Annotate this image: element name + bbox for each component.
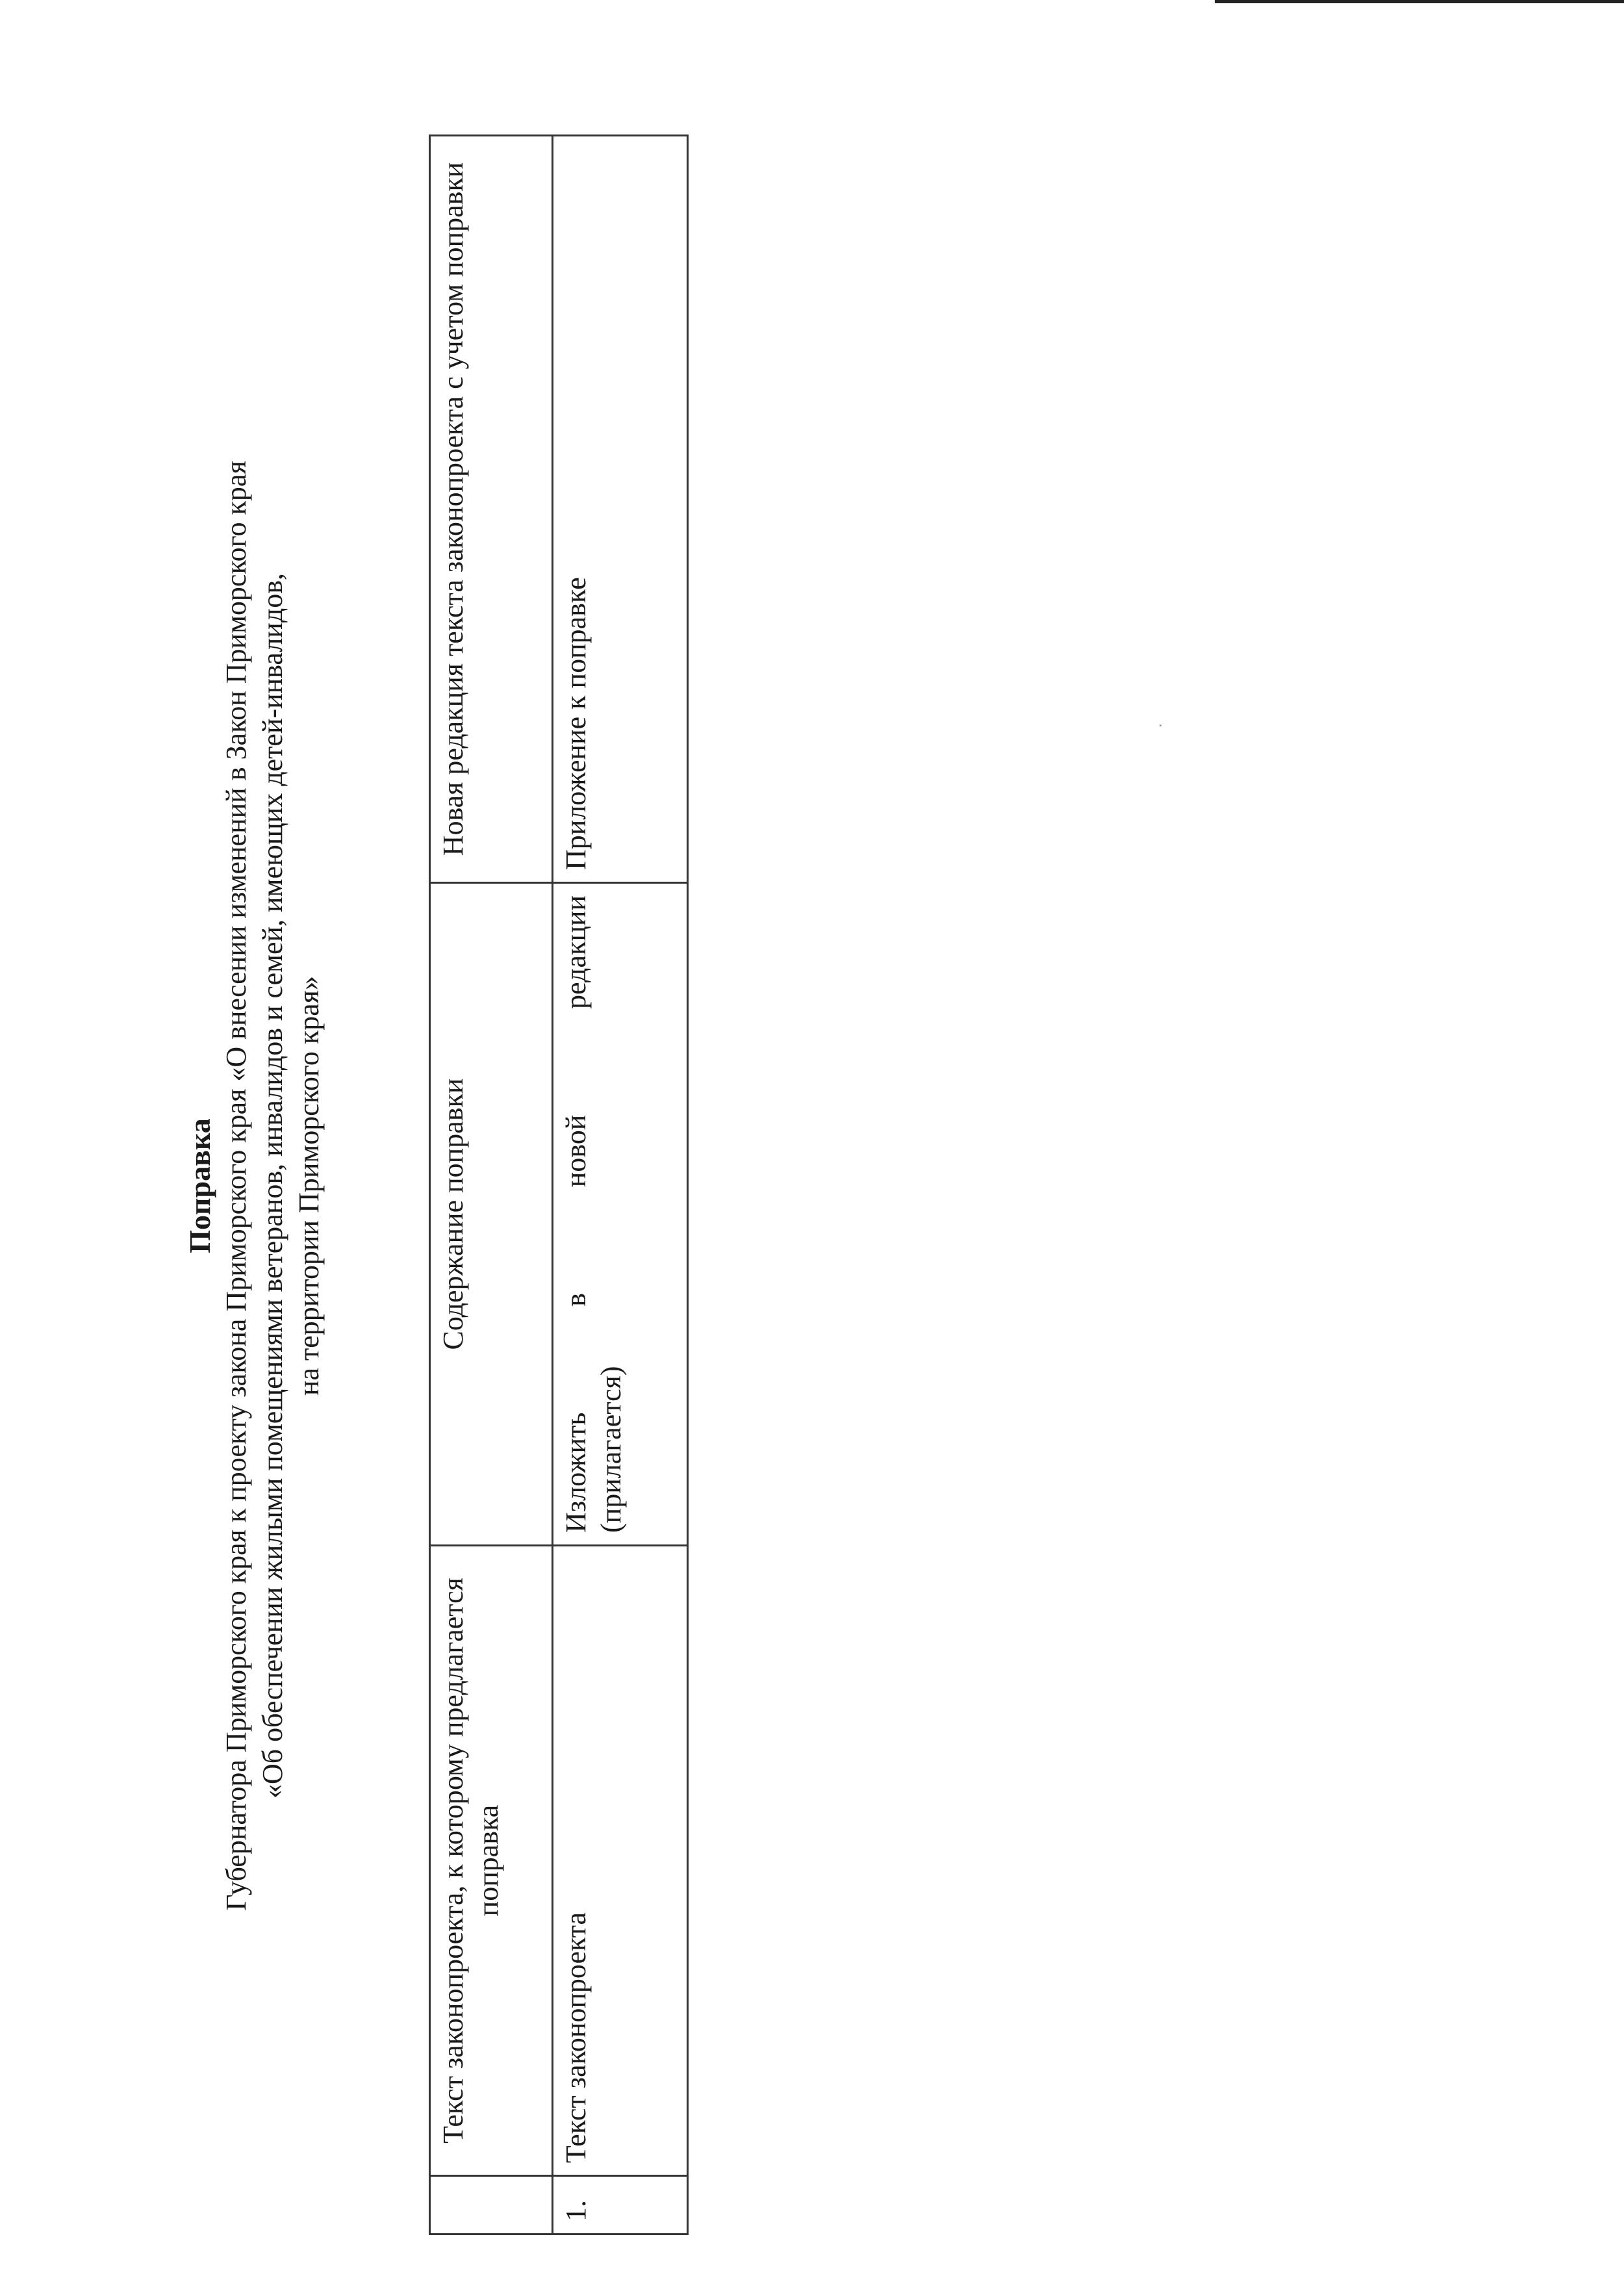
row-num: 1. <box>553 2176 688 2235</box>
row-content-line-1 <box>559 895 594 1533</box>
table-header-row <box>430 136 553 2235</box>
row-new-text: Приложение к поправке <box>553 136 688 883</box>
table-row <box>553 136 688 2235</box>
header-new-text: Новая редакция текста законопроекта с учетом поправки <box>430 136 553 883</box>
header-text: Текст законопроекта, к которому предлагается поправка <box>430 1546 553 2176</box>
row-content <box>553 883 688 1546</box>
amendment-table <box>429 134 689 2235</box>
row-text: Текст законопроекта <box>553 1546 688 2176</box>
content-word: Изложить <box>560 1412 592 1533</box>
row-content-line-2: (прилагается) <box>595 1366 627 1533</box>
subtitle-line-3: на территории Приморского края» <box>293 975 325 1396</box>
subtitle-line-1: Губернатора Приморского края к проекту закона Приморского края «О внесении изменений в Закон Приморского края <box>220 461 252 1911</box>
header-num <box>430 2176 553 2235</box>
content-word: новой <box>560 1114 592 1188</box>
rotated-page-content <box>182 136 702 2235</box>
content-word: в <box>560 1293 592 1307</box>
header-content: Содержание поправки <box>430 883 553 1546</box>
subtitle-line-2: «Об обеспечении жилыми помещениями ветеранов, инвалидов и семей, имеющих детей-инвалидов, <box>257 572 288 1799</box>
document-title: Поправка <box>183 1118 216 1253</box>
content-word: редакции <box>560 895 592 1009</box>
scan-speck <box>1160 724 1161 726</box>
scan-edge-mark <box>1215 0 1624 3</box>
document-header <box>182 136 327 2235</box>
